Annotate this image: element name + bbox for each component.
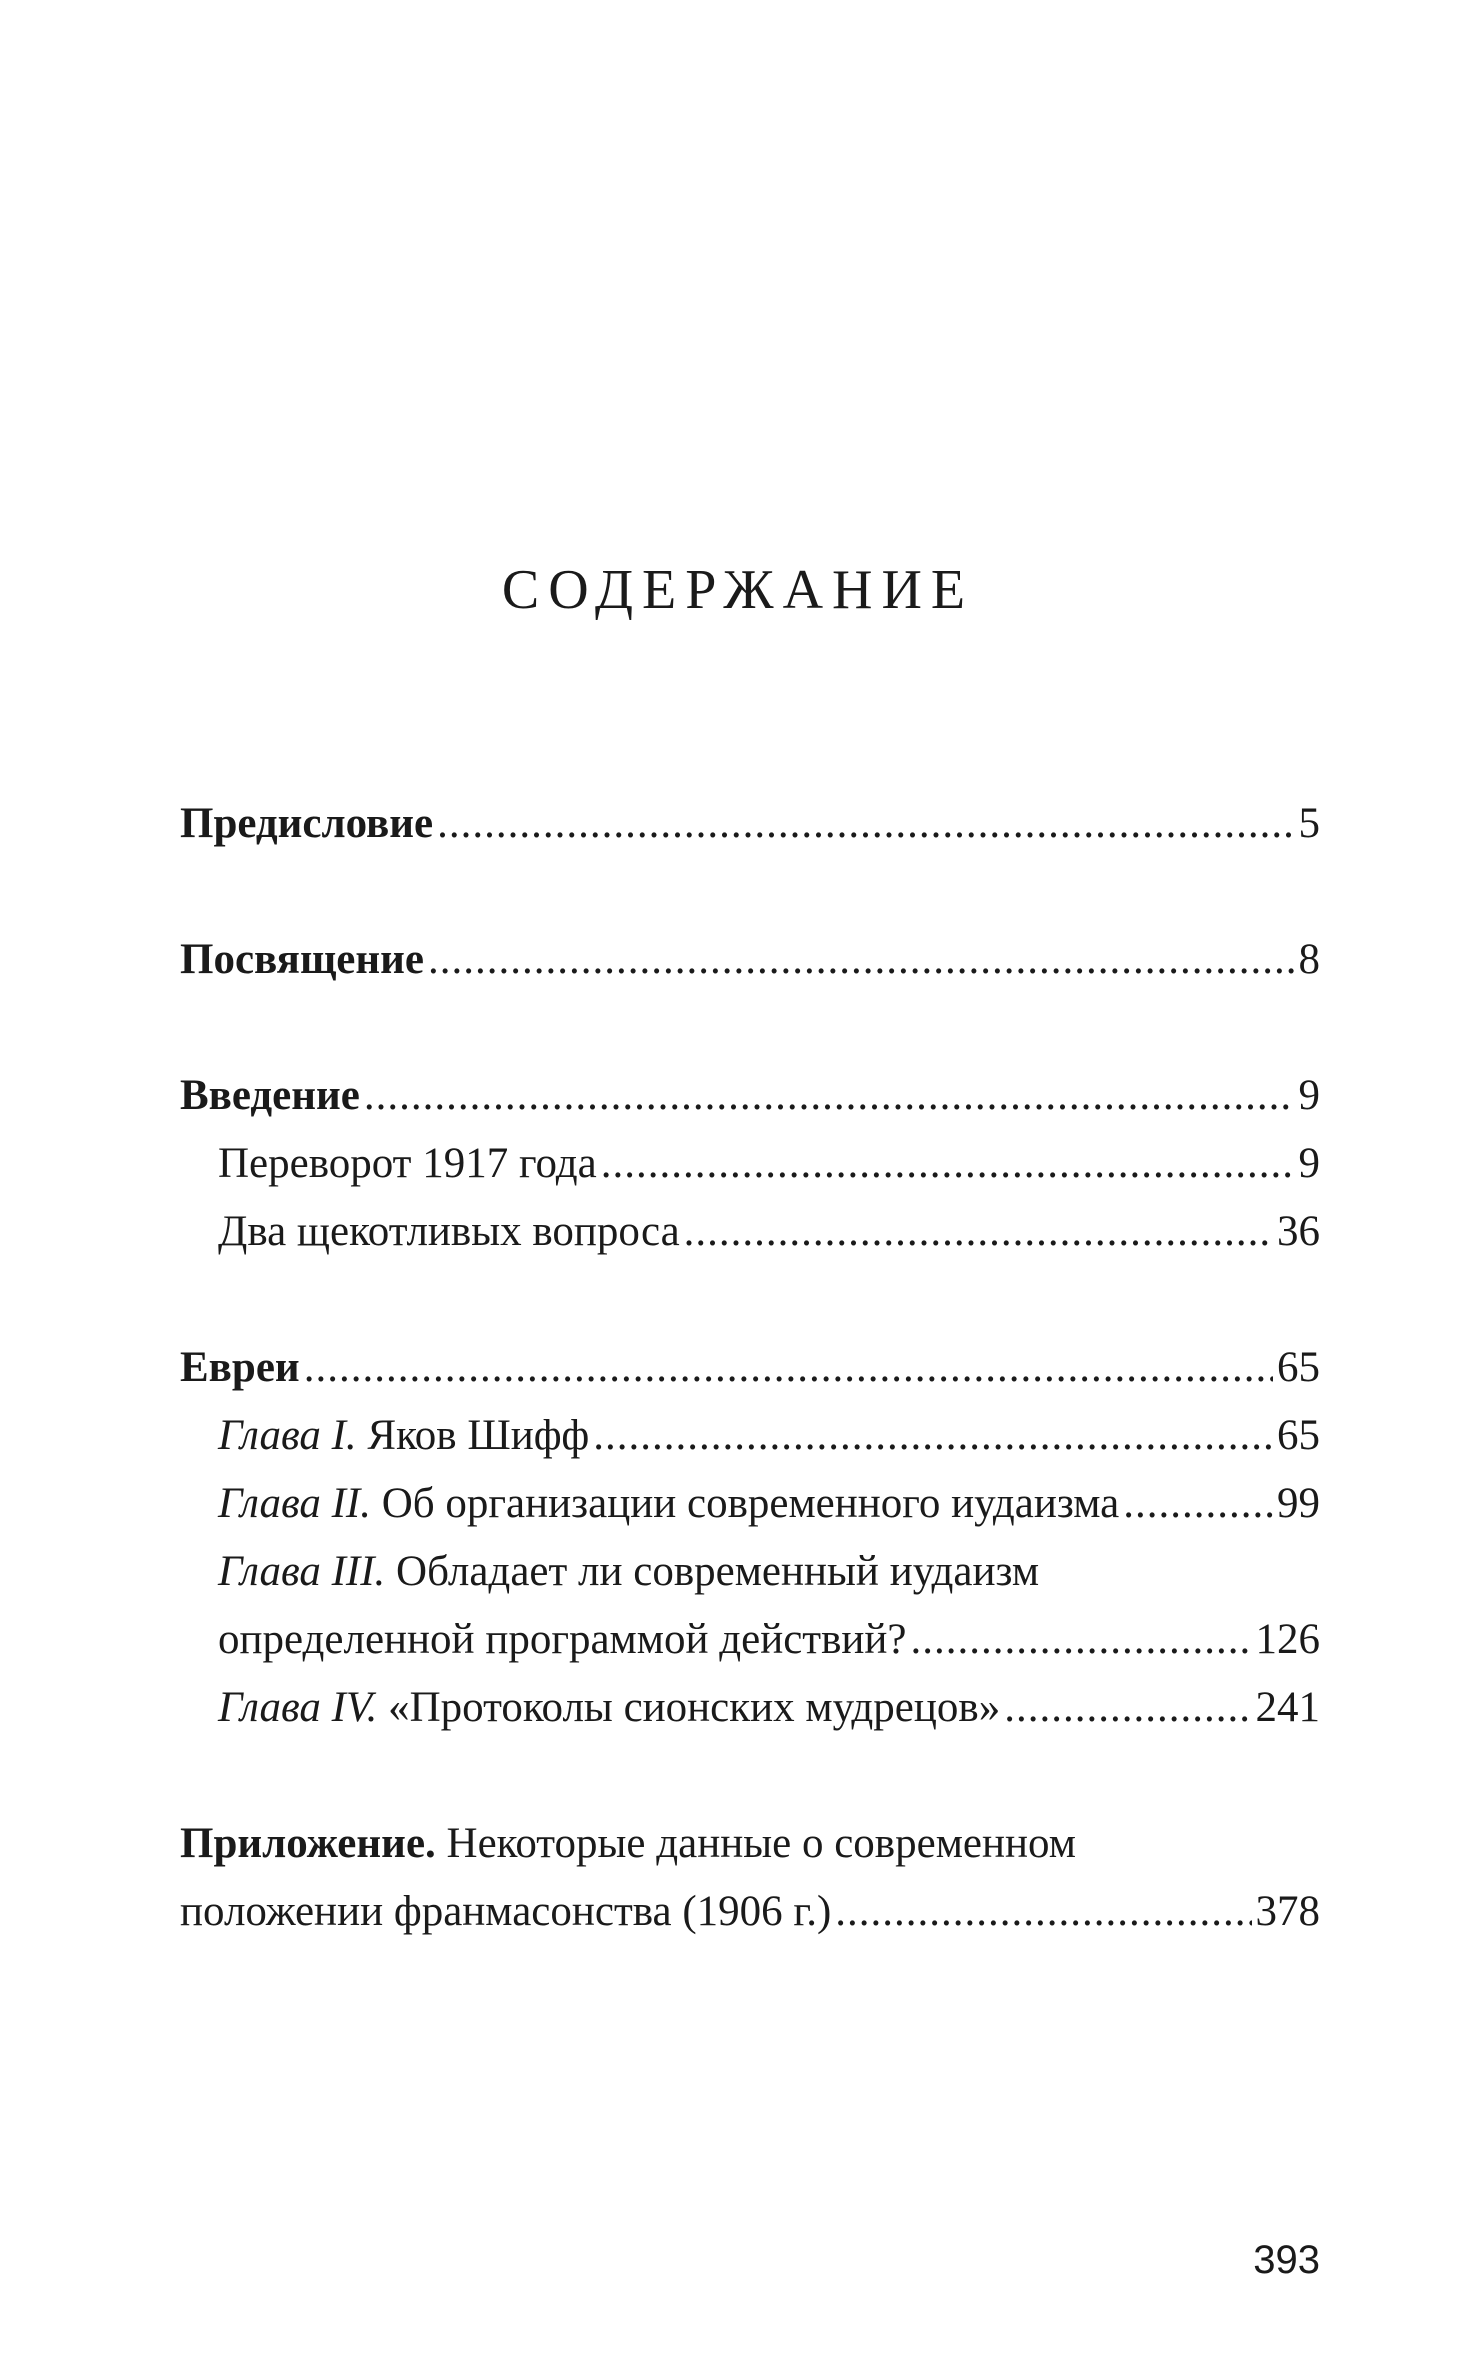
toc-entry-label: Два щекотливых вопроса xyxy=(218,1208,680,1255)
toc-entry-jews xyxy=(180,1334,1320,1402)
toc-entry-label: Переворот 1917 года xyxy=(218,1140,597,1187)
toc-page-number: 65 xyxy=(1277,1344,1320,1391)
leader-dots xyxy=(835,1878,1251,1946)
toc-page-number: 8 xyxy=(1298,936,1320,983)
table-of-contents xyxy=(180,790,1320,1946)
appendix-text: Некоторые данные о современном xyxy=(446,1820,1076,1867)
toc-entry-label: Введение xyxy=(180,1072,360,1119)
toc-page-number: 36 xyxy=(1277,1208,1320,1255)
toc-chapter xyxy=(180,1606,1320,1674)
leader-dots xyxy=(911,1606,1252,1674)
leader-dots xyxy=(1004,1674,1251,1742)
toc-chapter-line xyxy=(180,1538,1320,1606)
toc-page-number: 9 xyxy=(1298,1140,1320,1187)
chapter-title-continued: определенной программой действий? xyxy=(218,1616,907,1663)
leader-dots xyxy=(601,1130,1295,1198)
toc-entry-label: Евреи xyxy=(180,1344,300,1391)
toc-entry-introduction xyxy=(180,1062,1320,1130)
chapter-title: Обладает ли современный иудаизм xyxy=(396,1548,1040,1595)
toc-entry-appendix-continued xyxy=(180,1878,1320,1946)
leader-dots xyxy=(1123,1470,1273,1538)
toc-chapter xyxy=(180,1470,1320,1538)
toc-entry-label: Приложение. xyxy=(180,1820,436,1867)
toc-entry-dedication xyxy=(180,926,1320,994)
toc-subentry xyxy=(180,1130,1320,1198)
chapter-prefix: Глава II. xyxy=(218,1480,371,1527)
toc-page-number: 65 xyxy=(1277,1412,1320,1459)
leader-dots xyxy=(304,1334,1273,1402)
toc-entry-label: Посвящение xyxy=(180,936,424,983)
toc-chapter xyxy=(180,1674,1320,1742)
toc-subentry xyxy=(180,1198,1320,1266)
chapter-prefix: Глава I. xyxy=(218,1412,357,1459)
leader-dots xyxy=(593,1402,1273,1470)
toc-page-number: 5 xyxy=(1298,800,1320,847)
chapter-title: «Протоколы сионских мудрецов» xyxy=(388,1684,1001,1731)
toc-entry-label: Предисловие xyxy=(180,800,434,847)
toc-chapter xyxy=(180,1402,1320,1470)
chapter-prefix: Глава IV. xyxy=(218,1684,378,1731)
toc-page-number: 241 xyxy=(1255,1684,1320,1731)
folio-page-number: 393 xyxy=(1253,2238,1320,2282)
chapter-prefix: Глава III. xyxy=(218,1548,386,1595)
toc-page-number: 378 xyxy=(1255,1888,1320,1935)
toc-entry-appendix xyxy=(180,1810,1320,1878)
leader-dots xyxy=(428,926,1295,994)
page-title: СОДЕРЖАНИЕ xyxy=(501,559,975,621)
toc-page-number: 9 xyxy=(1298,1072,1320,1119)
toc-page-number: 126 xyxy=(1255,1616,1320,1663)
leader-dots xyxy=(437,790,1294,858)
leader-dots xyxy=(684,1198,1273,1266)
toc-entry-preface xyxy=(180,790,1320,858)
toc-page-number: 99 xyxy=(1277,1480,1320,1527)
chapter-title: Об организации современного иудаизма xyxy=(381,1480,1120,1527)
chapter-title: Яков Шифф xyxy=(367,1412,590,1459)
leader-dots xyxy=(364,1062,1295,1130)
appendix-text-continued: положении франмасонства (1906 г.) xyxy=(180,1888,832,1935)
